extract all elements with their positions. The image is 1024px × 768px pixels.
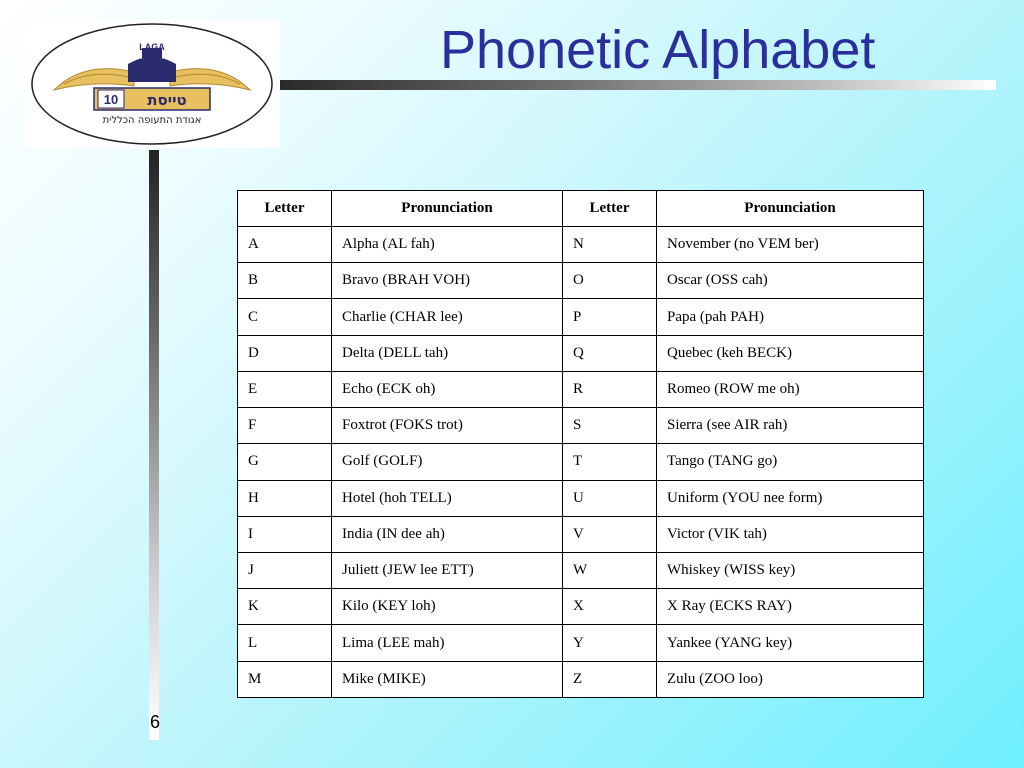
pronunciation-cell: Uniform (YOU nee form) xyxy=(657,480,924,516)
column-header: Pronunciation xyxy=(332,191,563,227)
squadron-logo xyxy=(24,20,280,148)
table-header-row xyxy=(238,191,924,227)
pronunciation-cell: India (IN dee ah) xyxy=(332,516,563,552)
table-row xyxy=(238,552,924,588)
letter-cell: C xyxy=(238,299,332,335)
pronunciation-cell: Oscar (OSS cah) xyxy=(657,263,924,299)
letter-cell: G xyxy=(238,444,332,480)
pronunciation-cell: Bravo (BRAH VOH) xyxy=(332,263,563,299)
pronunciation-cell: Victor (VIK tah) xyxy=(657,516,924,552)
letter-cell: T xyxy=(563,444,657,480)
letter-cell: O xyxy=(563,263,657,299)
logo-number: 10 xyxy=(103,92,119,107)
letter-cell: R xyxy=(563,371,657,407)
pronunciation-cell: Sierra (see AIR rah) xyxy=(657,408,924,444)
letter-cell: E xyxy=(238,371,332,407)
letter-cell: K xyxy=(238,589,332,625)
table-row xyxy=(238,263,924,299)
column-header: Letter xyxy=(563,191,657,227)
letter-cell: I xyxy=(238,516,332,552)
table-row xyxy=(238,444,924,480)
letter-cell: U xyxy=(563,480,657,516)
table-row xyxy=(238,227,924,263)
pronunciation-cell: Mike (MIKE) xyxy=(332,661,563,697)
pronunciation-cell: Quebec (keh BECK) xyxy=(657,335,924,371)
letter-cell: X xyxy=(563,589,657,625)
pronunciation-cell: Echo (ECK oh) xyxy=(332,371,563,407)
letter-cell: M xyxy=(238,661,332,697)
logo-hebrew-caption: אגודת התעופה הכללית xyxy=(102,115,202,126)
pronunciation-cell: Foxtrot (FOKS trot) xyxy=(332,408,563,444)
letter-cell: L xyxy=(238,625,332,661)
side-divider xyxy=(149,150,159,740)
pronunciation-cell: Yankee (YANG key) xyxy=(657,625,924,661)
letter-cell: N xyxy=(563,227,657,263)
logo-hebrew-name: טייסת xyxy=(147,91,187,109)
pronunciation-cell: Tango (TANG go) xyxy=(657,444,924,480)
letter-cell: Z xyxy=(563,661,657,697)
logo-emblem xyxy=(24,20,280,148)
table-row xyxy=(238,661,924,697)
column-header: Letter xyxy=(238,191,332,227)
letter-cell: J xyxy=(238,552,332,588)
table-row xyxy=(238,299,924,335)
letter-cell: B xyxy=(238,263,332,299)
letter-cell: P xyxy=(563,299,657,335)
table-row xyxy=(238,480,924,516)
table-row xyxy=(238,408,924,444)
pronunciation-cell: Charlie (CHAR lee) xyxy=(332,299,563,335)
pronunciation-cell: X Ray (ECKS RAY) xyxy=(657,589,924,625)
column-header: Pronunciation xyxy=(657,191,924,227)
title-divider xyxy=(280,80,996,90)
letter-cell: D xyxy=(238,335,332,371)
letter-cell: S xyxy=(563,408,657,444)
pronunciation-cell: Lima (LEE mah) xyxy=(332,625,563,661)
pronunciation-cell: Golf (GOLF) xyxy=(332,444,563,480)
pronunciation-cell: Juliett (JEW lee ETT) xyxy=(332,552,563,588)
table-row xyxy=(238,625,924,661)
letter-cell: A xyxy=(238,227,332,263)
logo-top-text: LAGA xyxy=(139,42,165,52)
pronunciation-cell: Zulu (ZOO loo) xyxy=(657,661,924,697)
pronunciation-cell: Romeo (ROW me oh) xyxy=(657,371,924,407)
table-row xyxy=(238,335,924,371)
pronunciation-cell: Whiskey (WISS key) xyxy=(657,552,924,588)
table-row xyxy=(238,589,924,625)
slide-title: Phonetic Alphabet xyxy=(440,20,876,80)
pronunciation-cell: Papa (pah PAH) xyxy=(657,299,924,335)
pronunciation-cell: November (no VEM ber) xyxy=(657,227,924,263)
phonetic-alphabet-table xyxy=(237,190,924,698)
table-row xyxy=(238,516,924,552)
slide-number: 6 xyxy=(150,712,161,732)
letter-cell: H xyxy=(238,480,332,516)
letter-cell: V xyxy=(563,516,657,552)
pronunciation-cell: Kilo (KEY loh) xyxy=(332,589,563,625)
letter-cell: F xyxy=(238,408,332,444)
pronunciation-cell: Alpha (AL fah) xyxy=(332,227,563,263)
pronunciation-cell: Hotel (hoh TELL) xyxy=(332,480,563,516)
pronunciation-cell: Delta (DELL tah) xyxy=(332,335,563,371)
letter-cell: Q xyxy=(563,335,657,371)
table-row xyxy=(238,371,924,407)
letter-cell: Y xyxy=(563,625,657,661)
letter-cell: W xyxy=(563,552,657,588)
